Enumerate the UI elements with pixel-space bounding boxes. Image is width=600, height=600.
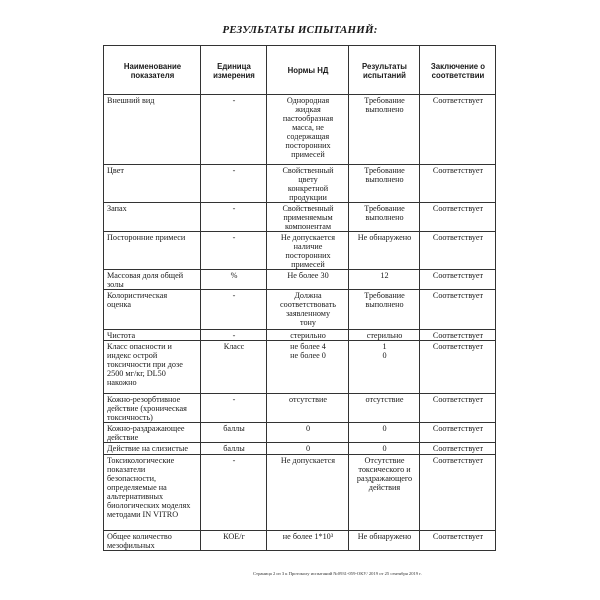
cell-unit: % bbox=[201, 270, 267, 290]
cell-name: Посторонние примеси bbox=[104, 232, 201, 270]
cell-unit: - bbox=[201, 455, 267, 531]
cell-norm: Не допускается bbox=[267, 455, 349, 531]
cell-result: 12 bbox=[349, 270, 420, 290]
cell-result: Требование выполнено bbox=[349, 95, 420, 165]
cell-name: Массовая доля общей золы bbox=[104, 270, 201, 290]
table-row bbox=[104, 165, 496, 203]
table-row bbox=[104, 95, 496, 165]
cell-norm: Не допускается наличие посторонних примесей bbox=[267, 232, 349, 270]
cell-name: Внешний вид bbox=[104, 95, 201, 165]
cell-result: Не обнаружено bbox=[349, 531, 420, 551]
cell-result: Требование выполнено bbox=[349, 165, 420, 203]
cell-norm: 0 bbox=[267, 423, 349, 443]
cell-name: Кожно-резорбтивное действие (хроническая токсичность) bbox=[104, 394, 201, 423]
cell-unit: - bbox=[201, 394, 267, 423]
cell-name: Токсикологические показатели безопасности, определяемые на альтернативных биологических моделях методами IN VITRO bbox=[104, 455, 201, 531]
cell-conclusion: Соответствует bbox=[420, 203, 496, 232]
table-row bbox=[104, 394, 496, 423]
cell-name: Колористическая оценка bbox=[104, 290, 201, 330]
cell-norm: Должна соответствовать заявленному тону bbox=[267, 290, 349, 330]
table-row bbox=[104, 443, 496, 455]
cell-conclusion: Соответствует bbox=[420, 165, 496, 203]
cell-name: Класс опасности и индекс острой токсичности при дозе 2500 мг/кг, DL50 накожно bbox=[104, 341, 201, 394]
cell-unit: баллы bbox=[201, 423, 267, 443]
table-row bbox=[104, 455, 496, 531]
header-conclusion: Заключение о соответствии bbox=[420, 46, 496, 95]
cell-conclusion: Соответствует bbox=[420, 455, 496, 531]
cell-norm: 0 bbox=[267, 443, 349, 455]
cell-conclusion: Соответствует bbox=[420, 95, 496, 165]
cell-result: Отсутствие токсического и раздражающего действия bbox=[349, 455, 420, 531]
table-header-row bbox=[104, 46, 496, 95]
cell-unit: - bbox=[201, 95, 267, 165]
table-row bbox=[104, 290, 496, 330]
cell-conclusion: Соответствует bbox=[420, 290, 496, 330]
header-results: Результаты испытаний bbox=[349, 46, 420, 95]
cell-conclusion: Соответствует bbox=[420, 330, 496, 341]
header-indicator-name: Наименование показателя bbox=[104, 46, 201, 95]
cell-conclusion: Соответствует bbox=[420, 443, 496, 455]
header-unit: Единица измерения bbox=[201, 46, 267, 95]
cell-result: 0 bbox=[349, 423, 420, 443]
cell-result: 0 bbox=[349, 443, 420, 455]
cell-result: Требование выполнено bbox=[349, 290, 420, 330]
cell-conclusion: Соответствует bbox=[420, 270, 496, 290]
cell-result: стерильно bbox=[349, 330, 420, 341]
cell-name: Чистота bbox=[104, 330, 201, 341]
table-row bbox=[104, 330, 496, 341]
cell-result: Требование выполнено bbox=[349, 203, 420, 232]
cell-unit: Класс bbox=[201, 341, 267, 394]
cell-norm: не более 4 не более 0 bbox=[267, 341, 349, 394]
cell-norm: Свойственный применяемым компонентам bbox=[267, 203, 349, 232]
cell-conclusion: Соответствует bbox=[420, 232, 496, 270]
cell-unit: - bbox=[201, 203, 267, 232]
table-row bbox=[104, 423, 496, 443]
cell-name: Общее количество мезофильных bbox=[104, 531, 201, 551]
table-row bbox=[104, 531, 496, 551]
header-norms: Нормы НД bbox=[267, 46, 349, 95]
cell-name: Действие на слизистые bbox=[104, 443, 201, 455]
cell-conclusion: Соответствует bbox=[420, 423, 496, 443]
cell-unit: КОЕ/г bbox=[201, 531, 267, 551]
table-row bbox=[104, 203, 496, 232]
table-row bbox=[104, 232, 496, 270]
cell-norm: стерильно bbox=[267, 330, 349, 341]
cell-unit: - bbox=[201, 165, 267, 203]
cell-norm: отсутствие bbox=[267, 394, 349, 423]
table-row bbox=[104, 270, 496, 290]
cell-norm: Однородная жидкая пастообразная масса, не содержащая посторонних примесей bbox=[267, 95, 349, 165]
table-row bbox=[104, 341, 496, 394]
cell-conclusion: Соответствует bbox=[420, 341, 496, 394]
cell-result: 1 0 bbox=[349, 341, 420, 394]
cell-conclusion: Соответствует bbox=[420, 394, 496, 423]
cell-unit: - bbox=[201, 232, 267, 270]
cell-unit: - bbox=[201, 290, 267, 330]
page-footer: Страница 2 из 3 к Протоколу испытаний №0931-059-ОКУ/ 2019 от 25 сентября 2019 г. bbox=[253, 571, 422, 576]
cell-norm: не более 1*10³ bbox=[267, 531, 349, 551]
document-title: РЕЗУЛЬТАТЫ ИСПЫТАНИЙ: bbox=[222, 24, 378, 36]
cell-conclusion: Соответствует bbox=[420, 531, 496, 551]
cell-result: отсутствие bbox=[349, 394, 420, 423]
cell-result: Не обнаружено bbox=[349, 232, 420, 270]
cell-unit: - bbox=[201, 330, 267, 341]
cell-norm: Свойственный цвету конкретной продукции bbox=[267, 165, 349, 203]
cell-unit: баллы bbox=[201, 443, 267, 455]
cell-name: Кожно-раздражающее действие bbox=[104, 423, 201, 443]
cell-norm: Не более 30 bbox=[267, 270, 349, 290]
cell-name: Цвет bbox=[104, 165, 201, 203]
cell-name: Запах bbox=[104, 203, 201, 232]
results-table bbox=[103, 45, 496, 551]
